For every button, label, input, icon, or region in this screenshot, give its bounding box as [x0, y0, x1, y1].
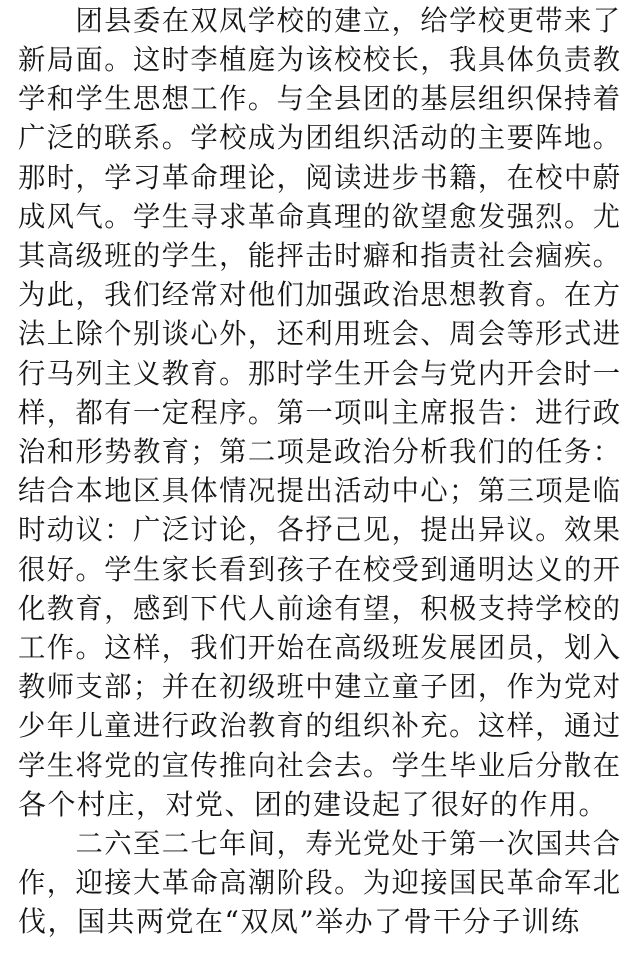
text-line: 化教育，感到下代人前途有望，积极支持学校的	[18, 592, 622, 625]
text-line: 其高级班的学生，能抨击时癖和指责社会痼疾。	[18, 239, 622, 272]
text-line: 作，迎接大革命高潮阶段。为迎接国民革命军北	[18, 866, 622, 899]
text-line: 二六至二七年间，寿光党处于第一次国共合	[18, 827, 622, 860]
text-line: 工作。这样，我们开始在高级班发展团员，划入	[18, 631, 622, 664]
document-page	[18, 2, 624, 952]
text-line: 法上除个别谈心外，还利用班会、周会等形式进	[18, 317, 622, 350]
text-line: 为此，我们经常对他们加强政治思想教育。在方	[18, 278, 622, 311]
text-line: 少年儿童进行政治教育的组织补充。这样，通过	[18, 709, 622, 742]
text-line: 各个村庄，对党、团的建设起了很好的作用。	[18, 788, 609, 821]
text-line: 伐，国共两党在“双凤”举办了骨干分子训练	[18, 905, 581, 938]
text-line: 行马列主义教育。那时学生开会与党内开会时一	[18, 357, 622, 390]
text-line: 成风气。学生寻求革命真理的欲望愈发强烈。尤	[18, 200, 622, 233]
text-line: 时动议：广泛讨论，各抒己见，提出异议。效果	[18, 513, 622, 546]
text-line: 团县委在双凤学校的建立，给学校更带来了	[18, 4, 622, 37]
text-line: 很好。学生家长看到孩子在校受到通明达义的开	[18, 553, 622, 586]
text-line: 学生将党的宣传推向社会去。学生毕业后分散在	[18, 749, 622, 782]
text-line: 新局面。这时李植庭为该校校长，我具体负责教	[18, 43, 622, 76]
text-line: 那时，学习革命理论，阅读进步书籍，在校中蔚	[18, 161, 622, 194]
text-line: 样，都有一定程序。第一项叫主席报告：进行政	[18, 396, 622, 429]
text-line: 治和形势教育；第二项是政治分析我们的任务：	[18, 435, 622, 468]
text-line: 学和学生思想工作。与全县团的基层组织保持着	[18, 82, 622, 115]
text-line: 广泛的联系。学校成为团组织活动的主要阵地。	[18, 121, 622, 154]
text-line: 结合本地区具体情况提出活动中心；第三项是临	[18, 474, 622, 507]
text-line: 教师支部；并在初级班中建立童子团，作为党对	[18, 670, 622, 703]
